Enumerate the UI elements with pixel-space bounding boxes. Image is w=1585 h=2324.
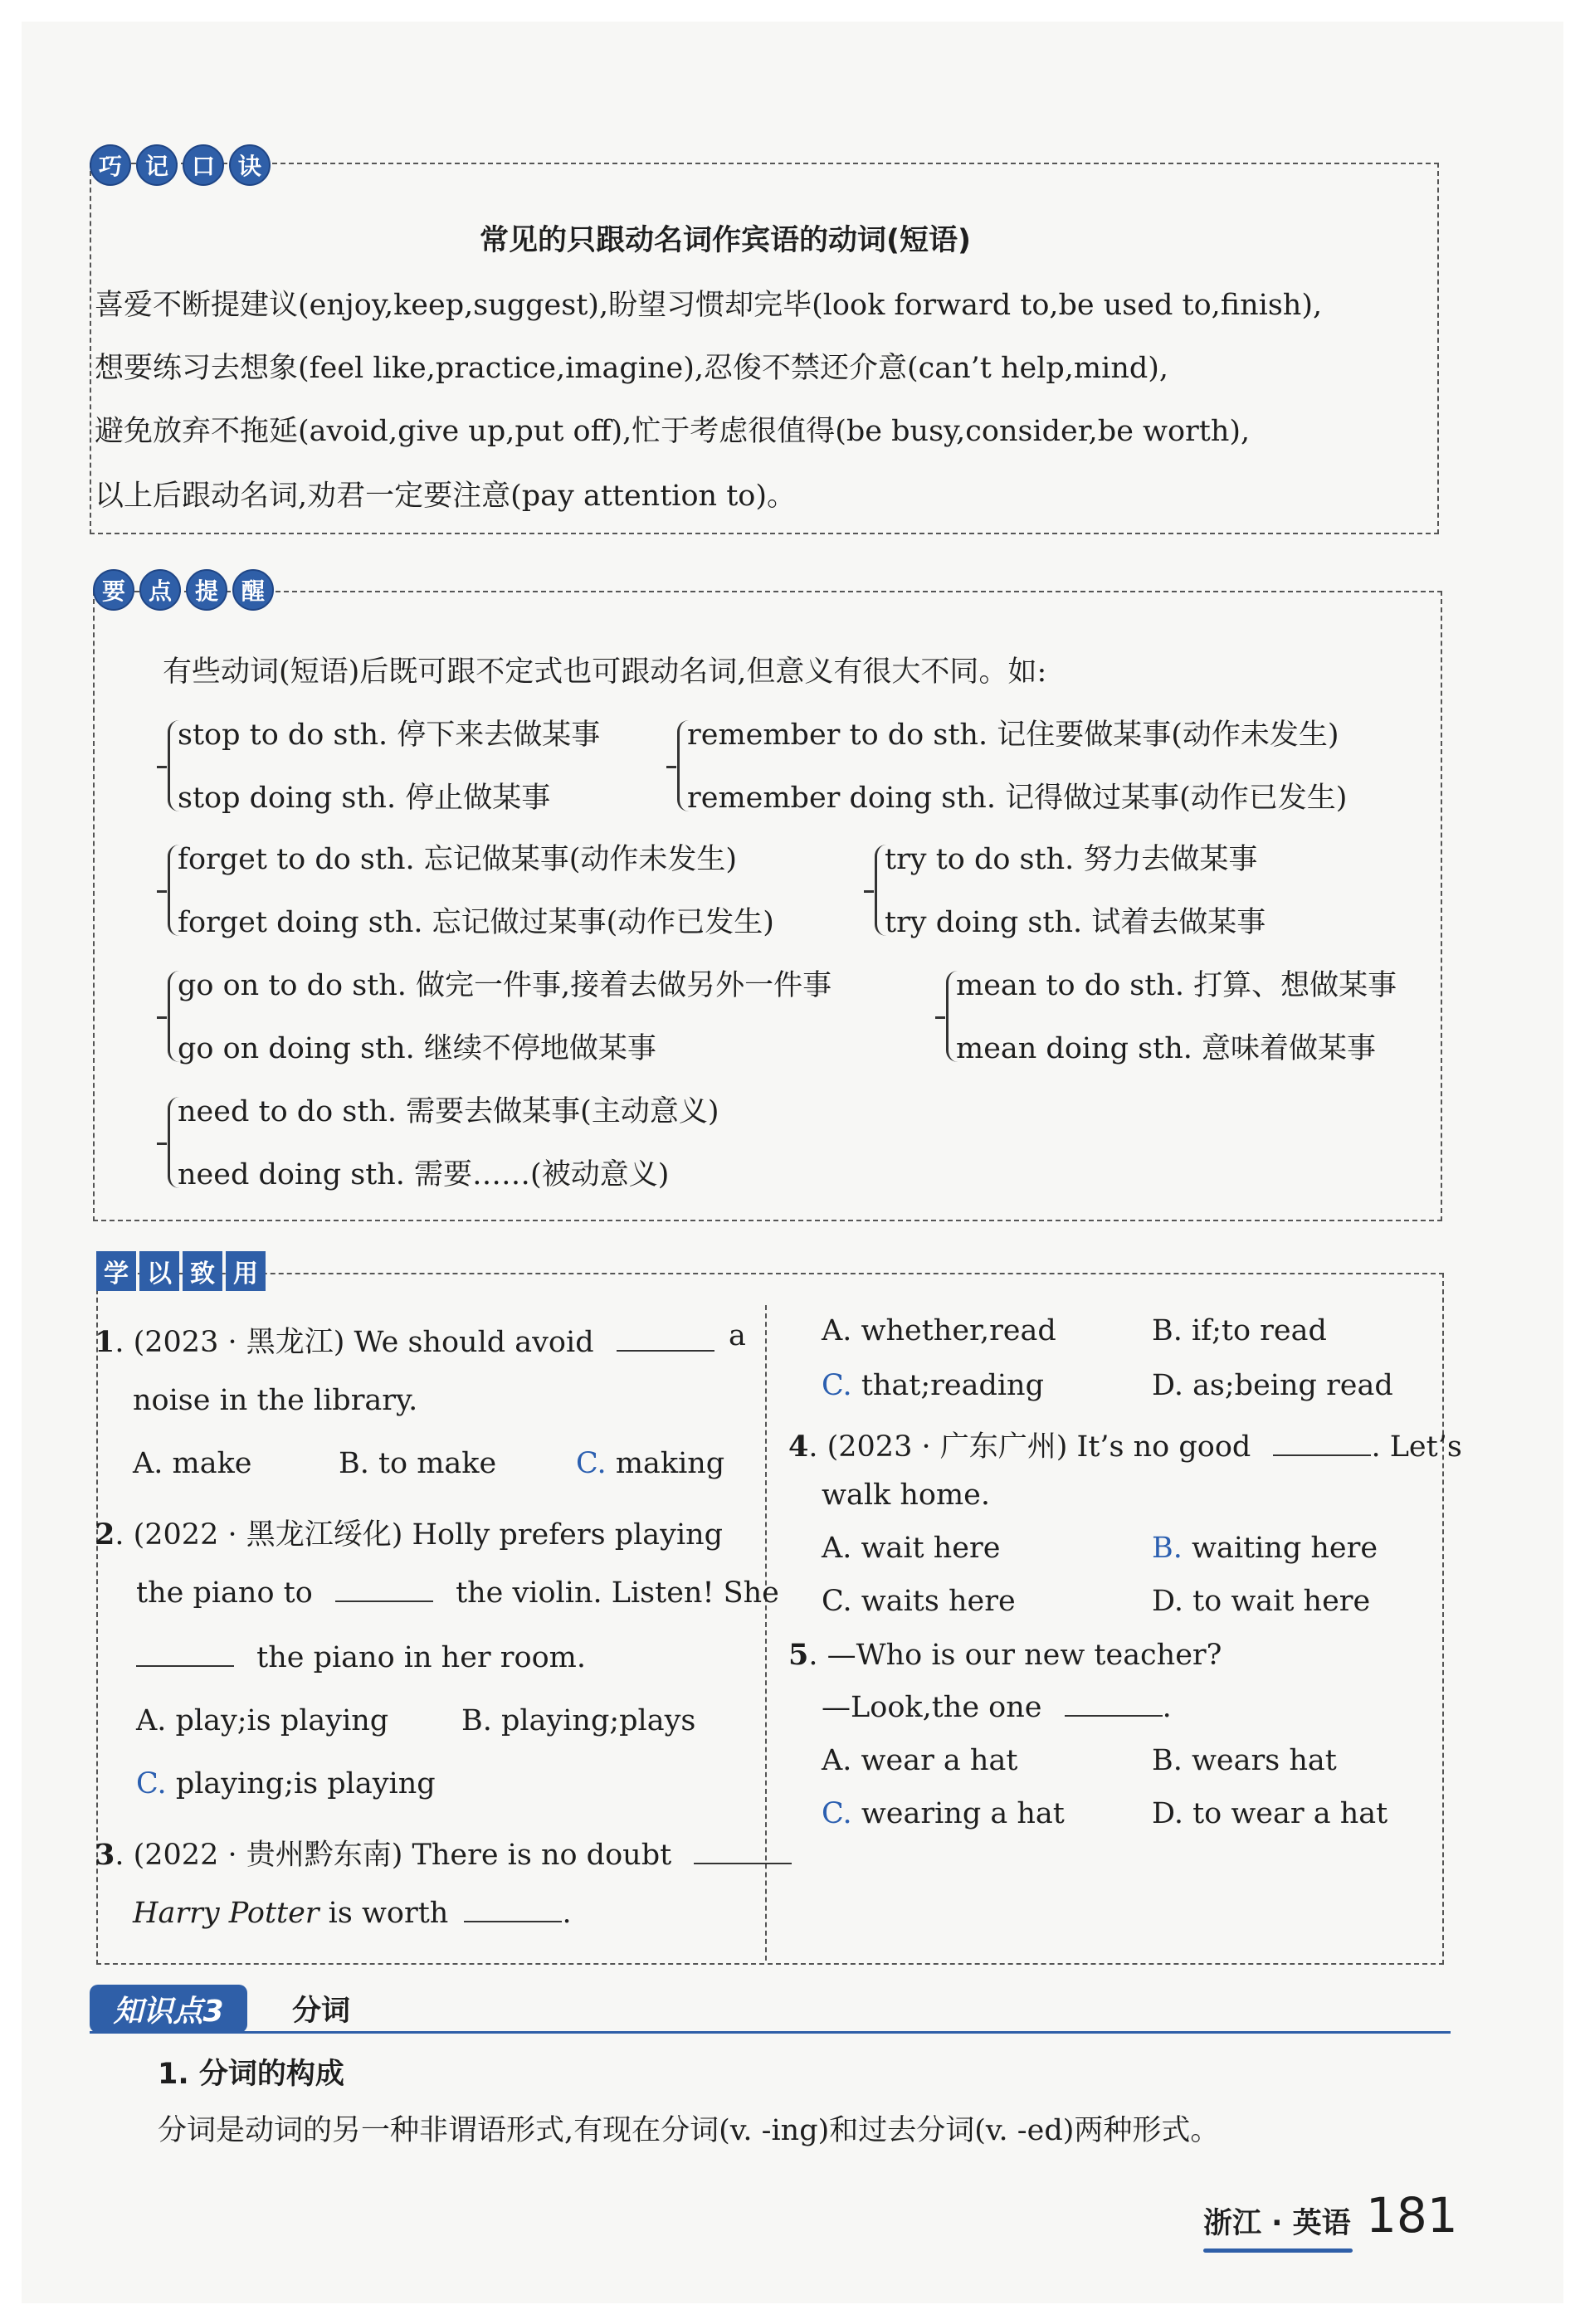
tag-char: 记 bbox=[136, 144, 178, 186]
question-1-stem-2: noise in the library. bbox=[133, 1384, 418, 1417]
section-body: 分词是动词的另一种非谓语形式,有现在分词(v. -ing)和过去分词(v. -ed)两种形式。 bbox=[158, 2114, 1220, 2147]
question-1-option-a: A. make bbox=[133, 1447, 252, 1480]
pair-line: mean to do sth. 打算、想做某事 bbox=[956, 969, 1397, 1002]
pair-line: remember doing sth. 记得做过某事(动作已发生) bbox=[687, 782, 1348, 815]
tag-char: 巧 bbox=[90, 144, 131, 186]
question-2-option-b: B. playing;plays bbox=[461, 1704, 696, 1737]
question-3-option-d: D. as;being read bbox=[1152, 1369, 1393, 1402]
question-2-stem-2: the piano to the violin. Listen! She bbox=[136, 1576, 779, 1610]
question-5-option-c: C. wearing a hat bbox=[822, 1797, 1065, 1830]
question-3-option-c: C. that;reading bbox=[822, 1369, 1044, 1402]
mnemonic-tag bbox=[90, 144, 276, 186]
question-1-stem-end: a bbox=[729, 1319, 746, 1352]
footer-rule bbox=[1203, 2248, 1353, 2253]
question-5-stem-2: —Look,the one . bbox=[822, 1691, 1172, 1724]
pair-line: go on doing sth. 继续不停地做某事 bbox=[178, 1032, 656, 1065]
question-4-option-a: A. wait here bbox=[822, 1532, 1001, 1565]
question-4-option-c: C. waits here bbox=[822, 1585, 1016, 1618]
pair-line: stop doing sth. 停止做某事 bbox=[178, 782, 551, 815]
answer-mark: C. bbox=[822, 1369, 852, 1402]
pair-line: remember to do sth. 记住要做某事(动作未发生) bbox=[687, 719, 1339, 752]
answer-mark: B. bbox=[1152, 1532, 1183, 1565]
question-2-stem: 2. (2022 · 黑龙江绥化) Holly prefers playing bbox=[95, 1518, 724, 1552]
question-4-option-d: D. to wait here bbox=[1152, 1585, 1371, 1618]
answer-blank bbox=[335, 1577, 433, 1602]
footer-label: 浙江 · 英语 bbox=[1203, 2207, 1351, 2240]
section-badge: 知识点3 bbox=[90, 1985, 247, 2033]
question-4-option-b: B. waiting here bbox=[1152, 1532, 1378, 1565]
answer-blank bbox=[136, 1642, 234, 1667]
question-3-option-b: B. if;to read bbox=[1152, 1314, 1327, 1347]
answer-mark: C. bbox=[822, 1797, 852, 1830]
answer-blank bbox=[694, 1839, 792, 1864]
tag-char: 学 bbox=[96, 1251, 136, 1291]
question-1-option-c: C. making bbox=[576, 1447, 725, 1480]
question-3-option-a: A. whether,read bbox=[822, 1314, 1056, 1347]
answer-blank bbox=[617, 1327, 714, 1352]
question-5-stem: 5. —Who is our new teacher? bbox=[788, 1638, 1222, 1672]
section-rule bbox=[90, 2031, 1451, 2034]
subsection-title: 1. 分词的构成 bbox=[158, 2058, 344, 2091]
key-points-intro: 有些动词(短语)后既可跟不定式也可跟动名词,但意义有很大不同。如: bbox=[163, 655, 1047, 689]
tag-char: 要 bbox=[93, 569, 134, 611]
question-1-stem: 1. (2023 · 黑龙江) We should avoid bbox=[95, 1319, 714, 1361]
answer-mark: C. bbox=[136, 1767, 167, 1800]
mnemonic-line: 想要练习去想象(feel like,practice,imagine),忍俊不禁还介意(can’t help,mind), bbox=[95, 352, 1169, 385]
tag-char: 诀 bbox=[229, 144, 271, 186]
question-3-stem: 3. (2022 · 贵州黔东南) There is no doubt bbox=[95, 1832, 792, 1873]
pair-line: try to do sth. 努力去做某事 bbox=[885, 843, 1258, 876]
question-4-stem: 4. (2023 · 广东广州) It’s no good . Let’s bbox=[788, 1430, 1462, 1464]
question-1-option-b: B. to make bbox=[339, 1447, 497, 1480]
answer-blank bbox=[1065, 1692, 1163, 1717]
tag-char: 提 bbox=[186, 569, 227, 611]
tag-char: 醒 bbox=[232, 569, 274, 611]
question-2-stem-3: the piano in her room. bbox=[136, 1641, 586, 1674]
tag-char: 口 bbox=[183, 144, 224, 186]
question-4-stem-2: walk home. bbox=[822, 1479, 990, 1512]
pair-line: need doing sth. 需要……(被动意义) bbox=[178, 1158, 670, 1191]
pair-line: forget doing sth. 忘记做过某事(动作已发生) bbox=[178, 906, 774, 939]
question-5-option-a: A. wear a hat bbox=[822, 1744, 1018, 1777]
mnemonic-line: 以上后跟动名词,劝君一定要注意(pay attention to)。 bbox=[95, 480, 796, 513]
pair-line: forget to do sth. 忘记做某事(动作未发生) bbox=[178, 843, 738, 876]
mnemonic-title: 常见的只跟动名词作宾语的动词(短语) bbox=[480, 224, 971, 257]
question-2-option-a: A. play;is playing bbox=[136, 1704, 389, 1737]
section-title: 分词 bbox=[292, 1995, 351, 2028]
mnemonic-line: 避免放弃不拖延(avoid,give up,put off),忙于考虑很值得(be busy,consider,be worth), bbox=[95, 415, 1251, 448]
answer-mark: C. bbox=[576, 1447, 607, 1480]
tag-char: 点 bbox=[139, 569, 181, 611]
tag-char: 致 bbox=[183, 1251, 222, 1291]
answer-blank bbox=[464, 1898, 562, 1922]
question-5-option-b: B. wears hat bbox=[1152, 1744, 1337, 1777]
page-number: 181 bbox=[1366, 2187, 1458, 2244]
pair-line: mean doing sth. 意味着做某事 bbox=[956, 1032, 1376, 1065]
question-5-option-d: D. to wear a hat bbox=[1152, 1797, 1388, 1830]
pair-line: stop to do sth. 停下来去做某事 bbox=[178, 719, 601, 752]
pair-line: go on to do sth. 做完一件事,接着去做另外一件事 bbox=[178, 969, 832, 1002]
key-points-tag bbox=[93, 569, 279, 611]
question-3-stem-2: Harry Potter is worth . bbox=[133, 1897, 572, 1930]
answer-blank bbox=[1273, 1431, 1371, 1456]
tag-char: 以 bbox=[139, 1251, 179, 1291]
question-2-option-c: C. playing;is playing bbox=[136, 1767, 436, 1800]
mnemonic-line: 喜爱不断提建议(enjoy,keep,suggest),盼望习惯却完毕(look forward to,be used to,finish), bbox=[95, 289, 1323, 322]
pair-line: need to do sth. 需要去做某事(主动意义) bbox=[178, 1095, 719, 1128]
tag-char: 用 bbox=[226, 1251, 266, 1291]
pair-line: try doing sth. 试着去做某事 bbox=[885, 906, 1266, 939]
practice-tag bbox=[96, 1251, 269, 1291]
